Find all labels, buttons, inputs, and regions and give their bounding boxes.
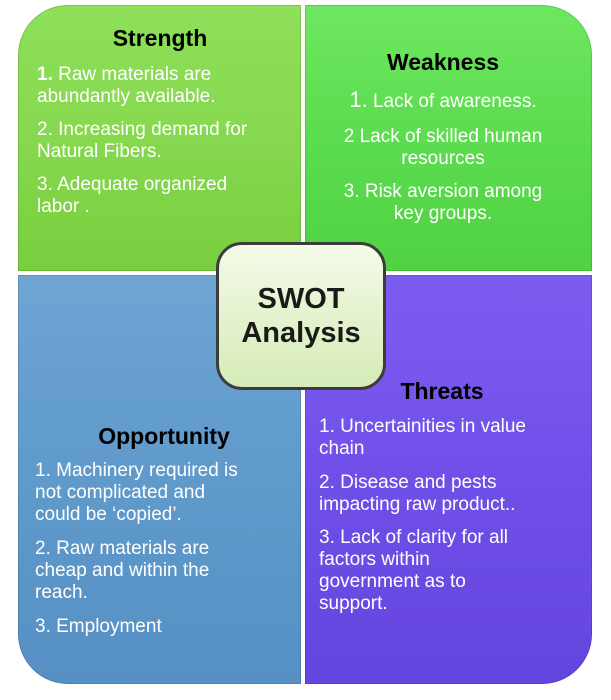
strength-item-3 [37,174,297,218]
opportunity-item-2-line2: cheap and within the [35,560,210,581]
strength-item-2 [37,119,299,163]
opportunity-item-2-line1: 2. Raw materials are [35,538,210,559]
threats-item-3-line3: government as to [319,571,466,592]
swot-center-line2: Analysis [241,317,361,349]
opportunity-item-1-line3: could be ‘copied’. [35,504,182,525]
threats-item-2-line2: impacting raw product.. [319,494,516,515]
threats-item-1 [319,416,591,460]
threats-item-3 [319,527,591,615]
weakness-title: Weakness [386,49,500,75]
opportunity-item-1-line2: not complicated and [35,482,206,503]
swot-center-label [241,282,360,350]
strength-item-1-line2: abundantly available. [37,86,216,107]
weakness-item-3-line1: 3. Risk aversion among [343,181,543,202]
weakness-item-1-line1: Lack of awareness. [367,91,537,112]
threats-item-1-line1: 1. Uncertainities in value [319,416,526,437]
weakness-item-3 [312,181,574,225]
weakness-item-2 [312,126,574,170]
strength-item-2-line2: Natural Fibers. [37,141,162,162]
weakness-item-1-number: 1. [349,87,368,112]
threats-item-2 [319,472,591,516]
weakness-item-3-line2: key groups. [393,203,493,224]
strength-item-2-line1: 2. Increasing demand for [37,119,248,140]
opportunity-title: Opportunity [98,423,230,449]
opportunity-item-1 [35,460,297,526]
opportunity-item-3-line1: 3. Employment [35,616,162,637]
threats-item-3-line2: factors within [319,549,430,570]
swot-center-line1: SWOT [257,283,345,315]
weakness-item-2-line1: 2 Lack of skilled human [343,126,543,147]
strength-item-3-line2: labor . [37,196,90,217]
strength-item-1-number: 1. [37,64,53,85]
threats-title: Threats [400,378,484,404]
threats-item-2-line1: 2. Disease and pests [319,472,497,493]
swot-center-box [216,242,386,390]
strength-title: Strength [112,25,208,51]
threats-item-3-line4: support. [319,593,388,614]
opportunity-item-2 [35,538,297,604]
threats-item-1-line2: chain [319,438,365,459]
strength-item-1 [37,64,297,108]
weakness-item-2-line2: resources [401,148,485,169]
opportunity-item-3 [35,616,297,638]
threats-item-3-line1: 3. Lack of clarity for all [319,527,509,548]
opportunity-item-1-line1: 1. Machinery required is [35,460,238,481]
strength-item-1-line1: Raw materials are [52,64,212,85]
opportunity-item-2-line3: reach. [35,582,88,603]
strength-item-3-line1: 3. Adequate organized [37,174,228,195]
weakness-item-1 [312,89,574,113]
